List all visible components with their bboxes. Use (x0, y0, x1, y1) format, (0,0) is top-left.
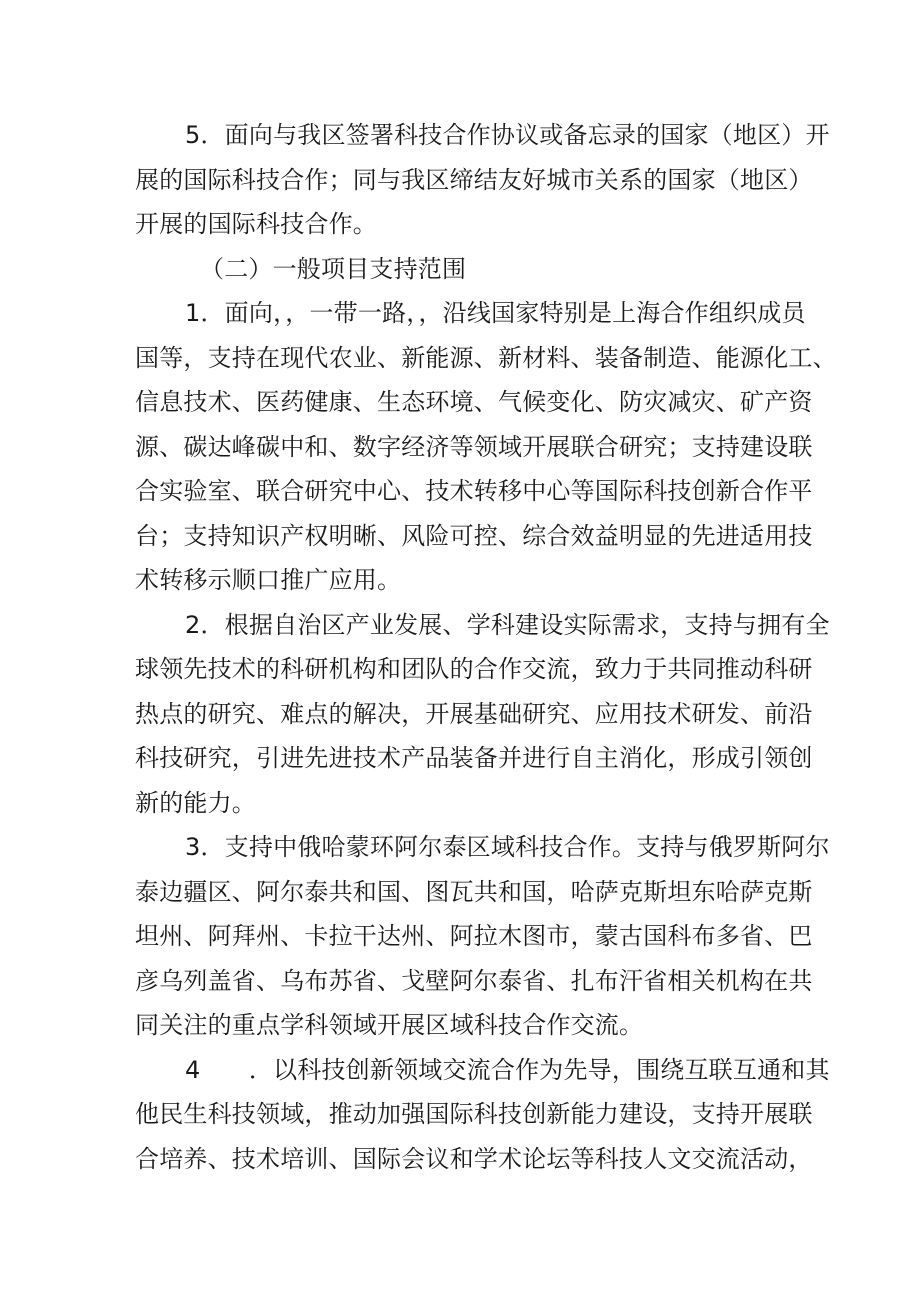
section-heading: （二）一般项目支持范围 (200, 255, 467, 283)
para-3-line-1: 3．支持中俄哈蒙环阿尔泰区域科技合作。支持与俄罗斯阿尔 (185, 833, 830, 861)
para-4-line-2: 他民生科技领域，推动加强国际科技创新能力建设，支持开展联 (135, 1100, 813, 1128)
para-1-line-5: 合实验室、联合研究中心、技术转移中心等国际科技创新合作平 (135, 477, 813, 505)
para-1-line-2: 国等，支持在现代农业、新能源、新材料、装备制造、能源化工、 (135, 344, 837, 372)
para-1-line-3: 信息技术、医药健康、生态环境、气候变化、防灾减灾、矿产资 (135, 388, 813, 416)
para-5-line-3: 开展的国际科技合作。 (135, 210, 377, 238)
para-1-line-1: 1．面向，，一带一路，，沿线国家特别是上海合作组织成员 (185, 299, 806, 327)
para-2-line-2: 球领先技术的科研机构和团队的合作交流，致力于共同推动科研 (135, 655, 813, 683)
para-1-line-7: 术转移示顺口推广应用。 (135, 566, 402, 594)
para-5-line-1: 5．面向与我区签署科技合作协议或备忘录的国家（地区）开 (185, 121, 830, 149)
para-2-line-4: 科技研究，引进先进技术产品装备并进行自主消化，形成引领创 (135, 744, 813, 772)
para-4-line-1: 4 ．以科技创新领域交流合作为先导，围绕互联互通和其 (185, 1056, 830, 1084)
para-1-line-6: 台；支持知识产权明晰、风险可控、综合效益明显的先进适用技 (135, 522, 813, 550)
para-4-line-3: 合培养、技术培训、国际会议和学术论坛等科技人文交流活动， (135, 1145, 813, 1173)
para-3-line-2: 泰边疆区、阿尔泰共和国、图瓦共和国，哈萨克斯坦东哈萨克斯 (135, 878, 813, 906)
para-2-line-1: 2．根据自治区产业发展、学科建设实际需求，支持与拥有全 (185, 611, 830, 639)
para-3-line-4: 彦乌列盖省、乌布苏省、戈壁阿尔泰省、扎布汗省相关机构在共 (135, 967, 813, 995)
para-3-line-5: 同关注的重点学科领域开展区域科技合作交流。 (135, 1011, 644, 1039)
para-5-line-2: 展的国际科技合作；同与我区缔结友好城市关系的国家（地区） (135, 166, 813, 194)
para-1-line-4: 源、碳达峰碳中和、数字经济等领域开展联合研究；支持建设联 (135, 433, 813, 461)
para-3-line-3: 坦州、阿拜州、卡拉干达州、阿拉木图市，蒙古国科布多省、巴 (135, 922, 813, 950)
para-2-line-3: 热点的研究、难点的解决，开展基础研究、应用技术研发、前沿 (135, 700, 813, 728)
para-2-line-5: 新的能力。 (135, 789, 256, 817)
